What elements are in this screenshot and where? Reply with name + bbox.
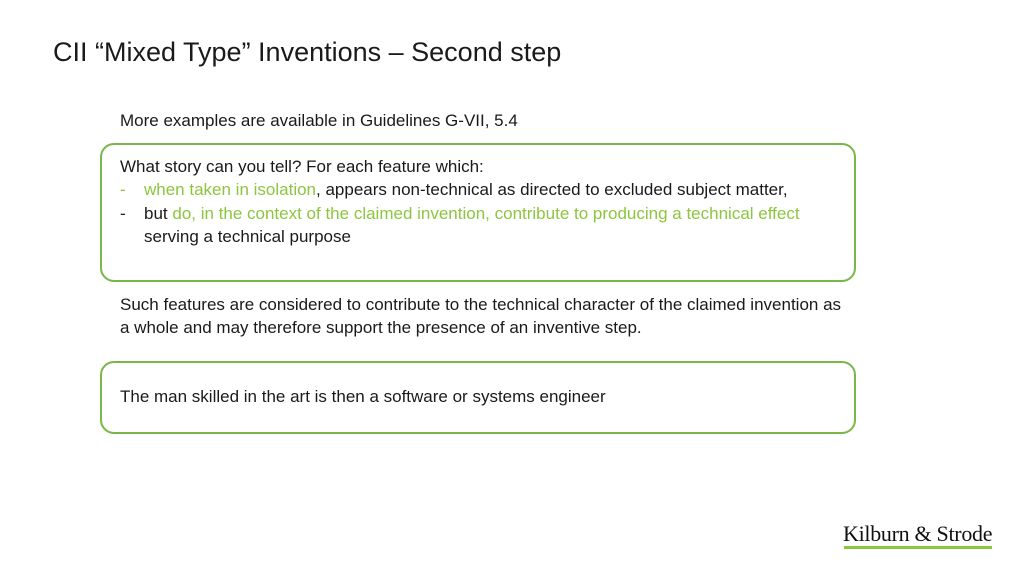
logo-wordmark: Kilburn & Strode bbox=[843, 521, 993, 546]
bullet-dash: - bbox=[120, 180, 126, 200]
bullet-isolation bbox=[120, 178, 850, 201]
skilled-person-text: The man skilled in the art is then a software or systems engineer bbox=[120, 387, 606, 406]
bullet-highlight: when taken in isolation bbox=[144, 180, 317, 200]
story-question: What story can you tell? For each feature which: bbox=[120, 157, 484, 176]
bullet-dash: - bbox=[120, 203, 126, 223]
story-box-content bbox=[120, 155, 850, 248]
bullet-context bbox=[120, 202, 850, 249]
slide-title: CII “Mixed Type” Inventions – Second step bbox=[53, 37, 562, 67]
conclusion-paragraph: Such features are considered to contribute to the technical character of the claimed invention as a whole and may therefore support the presence of an inventive step. bbox=[120, 295, 842, 338]
bullet-text: , appears non-technical as directed to excluded subject matter, bbox=[316, 180, 788, 200]
guidelines-reference: More examples are available in Guidelines G-VII, 5.4 bbox=[120, 111, 518, 130]
bullet-highlight: do, in the context of the claimed invention, contribute to producing a technical effect bbox=[172, 203, 800, 223]
logo-underline bbox=[844, 546, 992, 549]
bullet-text: serving a technical purpose bbox=[144, 226, 351, 246]
bullet-prefix: but bbox=[144, 203, 173, 223]
company-logo bbox=[843, 522, 993, 550]
